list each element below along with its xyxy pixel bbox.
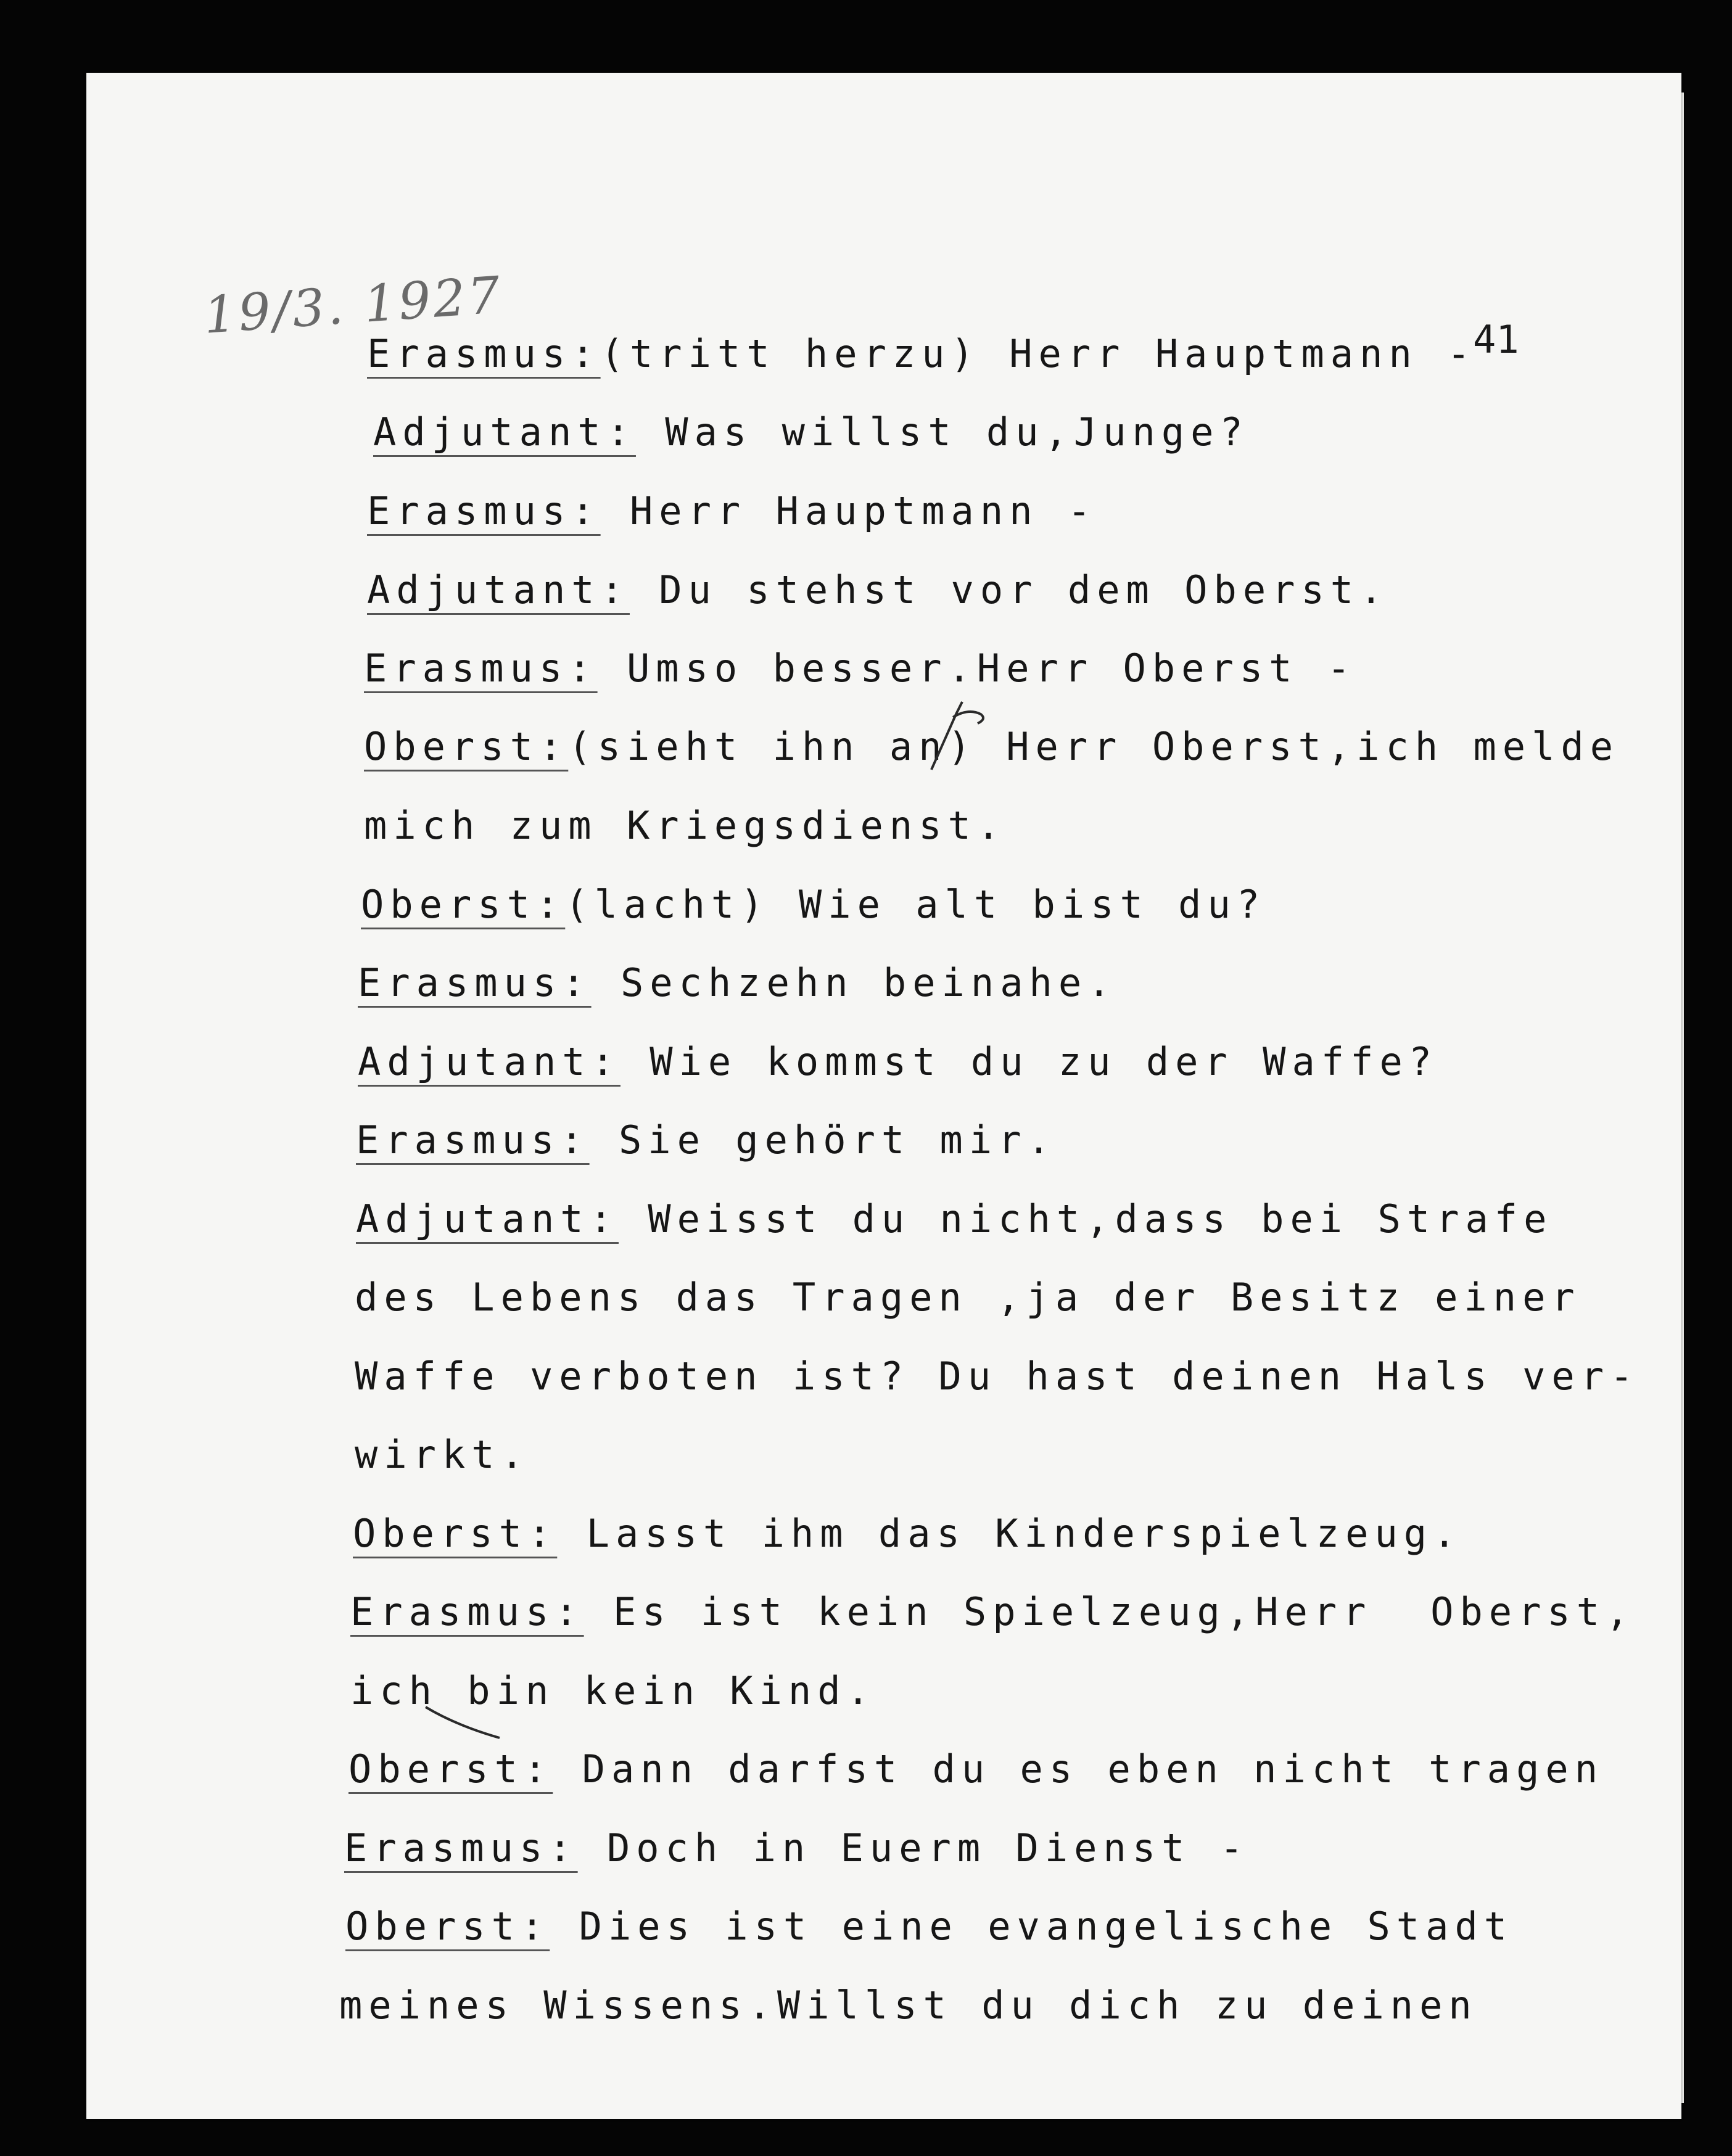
script-line [364, 646, 1357, 691]
speaker-name: Oberst: [353, 1511, 558, 1556]
dialogue-text: des Lebens das Tragen ,ja der Besitz einer [355, 1275, 1581, 1320]
dialogue-text: wirkt. [355, 1432, 530, 1477]
dialogue-text: Du stehst vor dem Oberst. [629, 567, 1389, 612]
handwritten-date-note: 19/3. 1927 [202, 266, 505, 345]
script-line [353, 1511, 1462, 1556]
script-line [355, 1354, 1639, 1399]
dialogue-text: Umso besser.Herr Oberst - [597, 646, 1357, 691]
speaker-name: Erasmus: [367, 331, 601, 376]
dialogue-text: Sie gehört mir. [589, 1117, 1057, 1162]
speaker-name: Erasmus: [356, 1117, 590, 1162]
script-line [364, 803, 1007, 848]
speaker-name: Erasmus: [358, 960, 592, 1005]
speaker-name: Adjutant: [358, 1039, 621, 1084]
script-line [367, 488, 1097, 533]
script-line [339, 1983, 1478, 2028]
script-line [358, 960, 1117, 1005]
speaker-name: Oberst: [361, 882, 566, 927]
script-line [345, 1904, 1514, 1949]
speaker-name: Erasmus: [344, 1825, 578, 1870]
script-line [350, 1668, 876, 1713]
dialogue-text: mich zum Kriegsdienst. [364, 803, 1007, 848]
speaker-name: Oberst: [348, 1747, 553, 1792]
speaker-name: Erasmus: [350, 1589, 584, 1634]
speaker-name: Adjutant: [373, 409, 636, 455]
dialogue-text: Wie kommst du zu der Waffe? [620, 1039, 1438, 1084]
script-line [355, 1275, 1581, 1320]
script-line [356, 1196, 1553, 1241]
script-text [86, 73, 1681, 2119]
dialogue-text: Dann darfst du es eben nicht tragen [553, 1747, 1604, 1792]
dialogue-text: (sieht ihn an) Herr Oberst,ich melde [568, 724, 1620, 769]
script-line [361, 882, 1266, 927]
script-line [355, 1432, 530, 1477]
speaker-name: Oberst: [345, 1904, 550, 1949]
script-line [358, 1039, 1438, 1084]
dialogue-text: Lasst ihm das Kinderspielzeug. [557, 1511, 1462, 1556]
script-line [350, 1589, 1635, 1634]
speaker-name: Adjutant: [367, 567, 630, 612]
dialogue-text: Doch in Euerm Dienst - [577, 1825, 1250, 1870]
script-line [356, 1117, 1057, 1162]
dialogue-text: Es ist kein Spielzeug,Herr Oberst, [584, 1589, 1635, 1634]
dialogue-text: meines Wissens.Willst du dich zu deinen [339, 1983, 1478, 2028]
typewritten-page [86, 73, 1681, 2119]
script-line [348, 1747, 1604, 1792]
dialogue-text: Waffe verboten ist? Du hast deinen Hals ver- [355, 1354, 1639, 1399]
speaker-name: Oberst: [364, 724, 569, 769]
script-line [364, 724, 1620, 769]
dialogue-text: (lacht) Wie alt bist du? [565, 882, 1266, 927]
speaker-name: Adjutant: [356, 1196, 619, 1241]
speaker-name: Erasmus: [367, 488, 601, 533]
script-line [344, 1825, 1250, 1870]
dialogue-text: Herr Hauptmann - [600, 488, 1097, 533]
script-line [367, 331, 1477, 376]
script-line [367, 567, 1389, 612]
dialogue-text: (tritt herzu) Herr Hauptmann - [600, 331, 1477, 376]
speaker-name: Erasmus: [364, 646, 598, 691]
page-number: 41 [1473, 317, 1519, 362]
dialogue-text: Dies ist eine evangelische Stadt [550, 1904, 1514, 1949]
dialogue-text: Weisst du nicht,dass bei Strafe [618, 1196, 1553, 1241]
dialogue-text: Sechzehn beinahe. [591, 960, 1117, 1005]
script-line [373, 409, 1249, 455]
dialogue-text: Was willst du,Junge? [635, 409, 1249, 455]
dialogue-text: ich bin kein Kind. [350, 1668, 876, 1713]
